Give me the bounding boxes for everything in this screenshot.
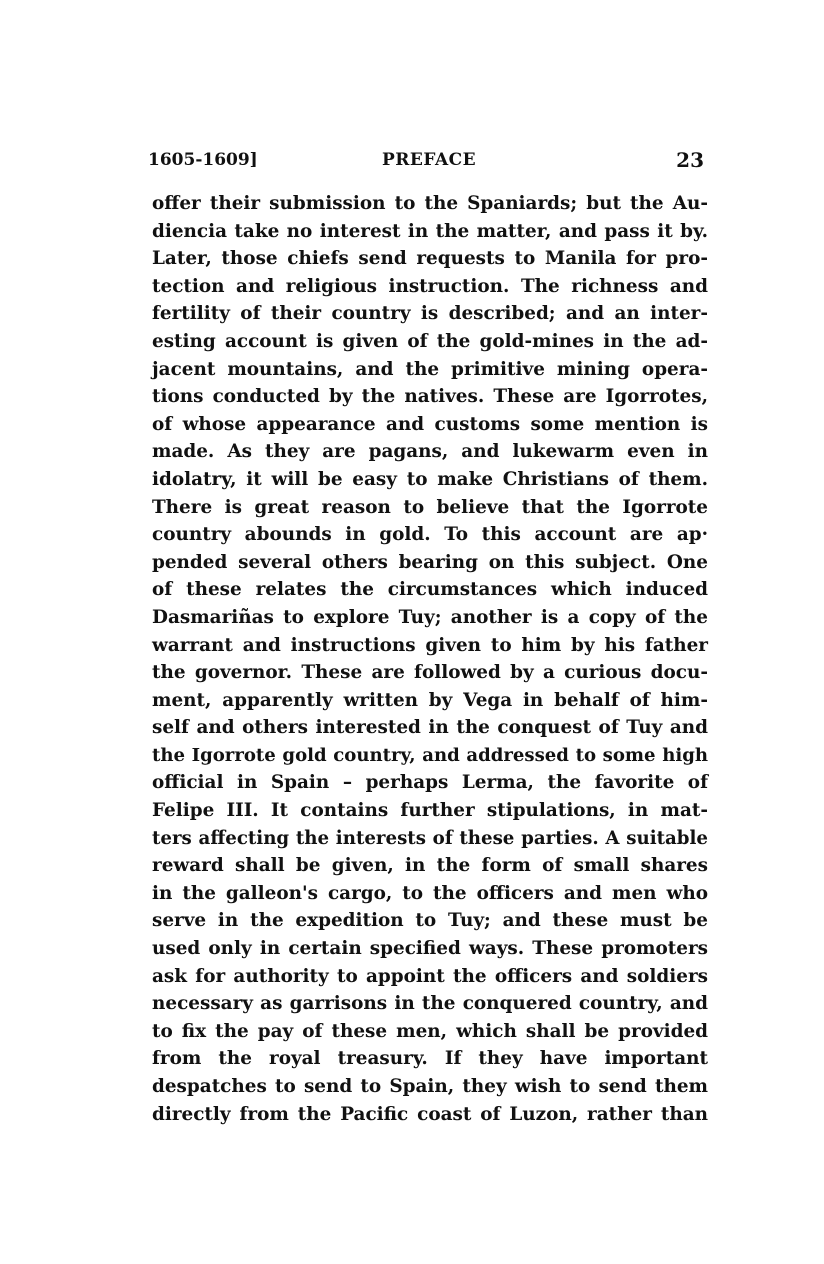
text-line: to fix the pay of these men, which shall be provided [152,1020,708,1042]
text-line: tions conducted by the natives. These are Igorrotes, [152,386,708,408]
text-line: warrant and instructions given to him by his father [152,634,708,656]
text-line: esting account is given of the gold-mines in the ad- [152,330,708,352]
text-line: of whose appearance and customs some mention is [152,413,708,435]
text-line: despatches to send to Spain, they wish to send them [152,1076,708,1097]
text-line: of these relates the circumstances which induced [152,579,708,601]
page-number: 23 [676,148,704,172]
text-line: the Igorrote gold country, and addressed to some high [152,744,708,766]
text-line: the governor. These are followed by a curious docu- [152,662,708,684]
header-date-range: 1605-1609] [148,150,258,170]
text-line: Dasmariñas to explore Tuy; another is a copy of the [152,606,708,628]
text-line: fertility of their country is described; and an inter- [152,303,708,325]
text-line: diencia take no interest in the matter, and pass it by. [152,220,708,242]
text-line: from the royal treasury. If they have important [152,1048,708,1070]
running-head [148,146,704,174]
header-title: PREFACE [382,150,477,170]
text-line: jacent mountains, and the primitive mining opera- [152,358,708,380]
text-line: necessary as garrisons in the conquered country, and [152,993,708,1015]
text-line: tection and religious instruction. The richness and [152,275,708,297]
text-line: ask for authority to appoint the officers and soldiers [152,965,708,987]
text-line: pended several others bearing on this subject. One [152,551,708,573]
text-line: in the galleon's cargo, to the officers and men who [152,882,708,904]
text-line: country abounds in gold. To this account are ap· [152,524,708,546]
text-line: There is great reason to believe that the Igorrote [152,496,708,518]
text-line: directly from the Pacific coast of Luzon, rather than [152,1103,708,1125]
text-line: offer their submission to the Spaniards; but the Au- [152,193,708,214]
text-line: self and others interested in the conquest of Tuy and [152,717,708,739]
text-line: idolatry, it will be easy to make Christians of them. [152,468,708,490]
body-paragraph [152,190,708,1128]
text-line: ment, apparently written by Vega in behalf of him- [152,689,708,711]
text-line: official in Spain – perhaps Lerma, the favorite of [152,772,708,794]
text-line: used only in certain specified ways. These promoters [152,938,708,960]
text-line: ters affecting the interests of these parties. A suitable [152,827,708,849]
text-line: Felipe III. It contains further stipulations, in mat- [152,800,708,822]
text-line: Later, those chiefs send requests to Manila for pro- [152,248,708,270]
text-line: serve in the expedition to Tuy; and these must be [152,910,708,932]
text-line: made. As they are pagans, and lukewarm even in [152,441,708,463]
text-line: reward shall be given, in the form of small shares [152,855,708,877]
